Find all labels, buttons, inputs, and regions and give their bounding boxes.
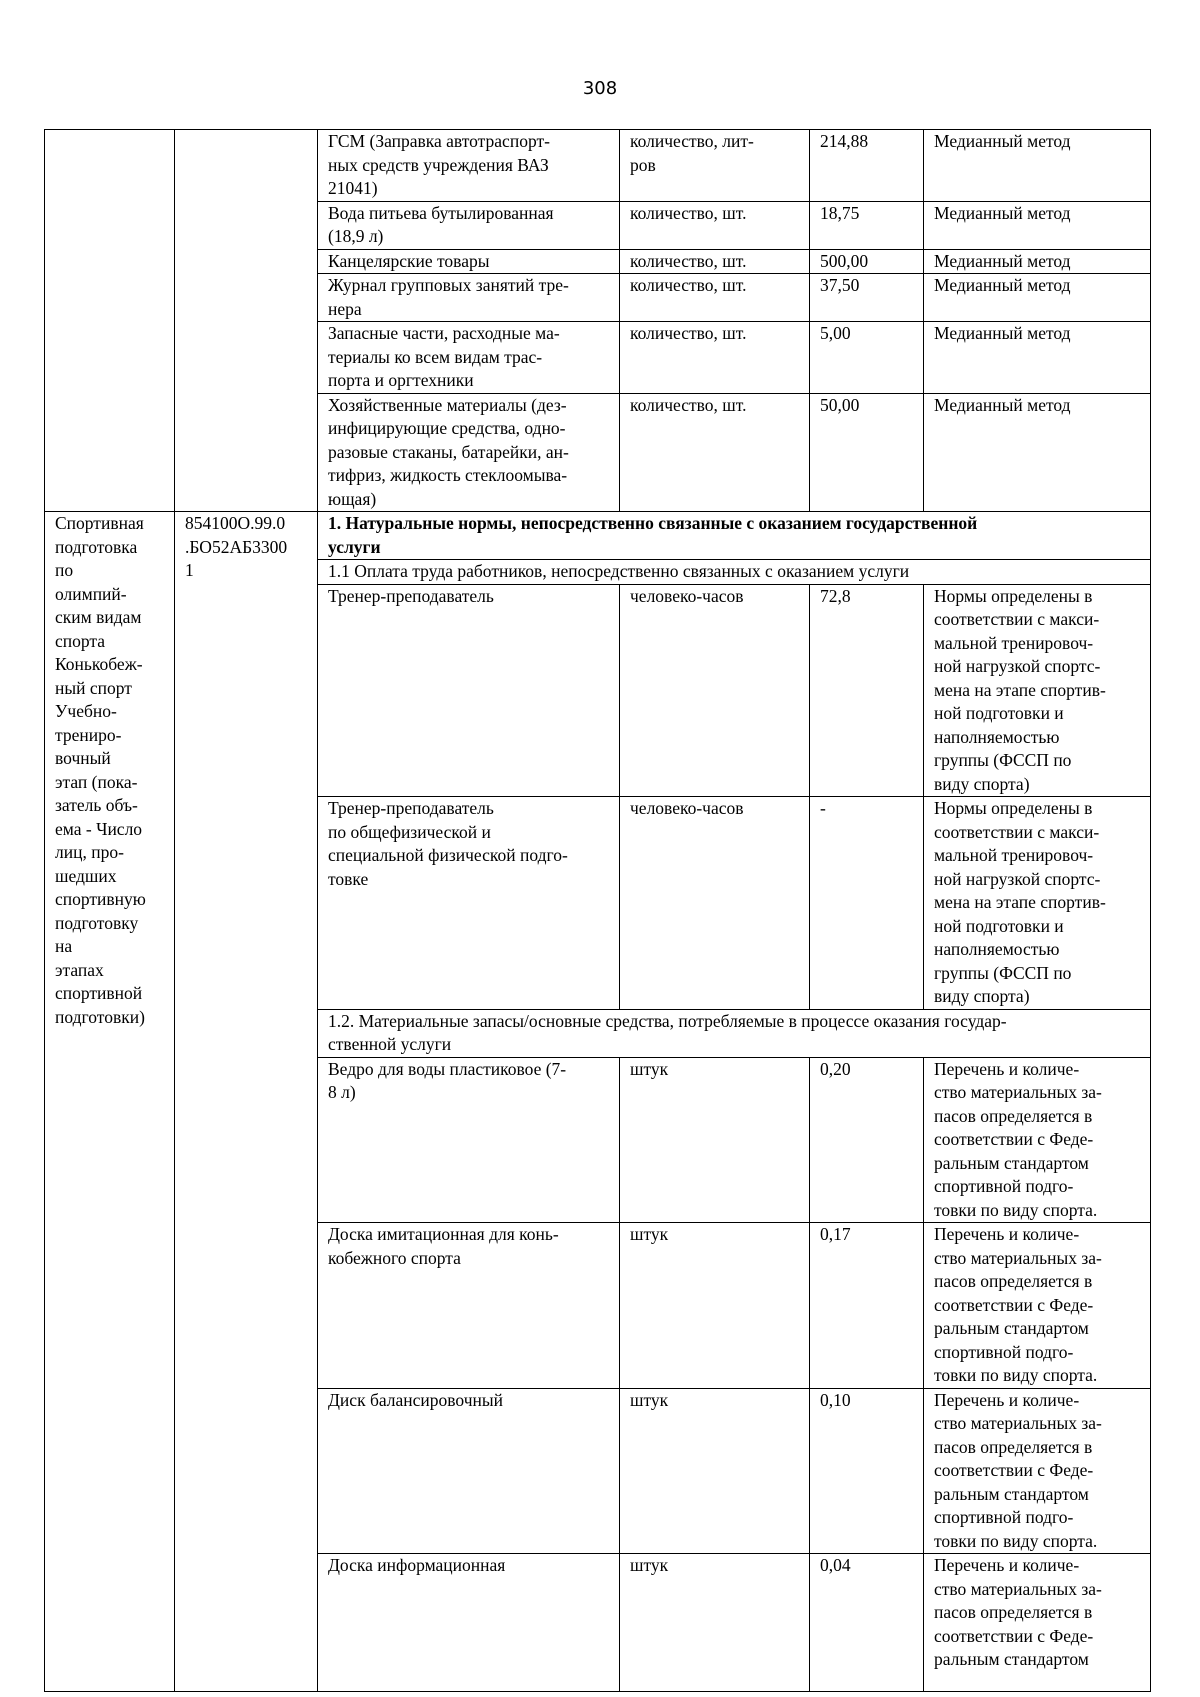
item-name: Тренер-преподаватель по общефизической и специальной физической подго- товке xyxy=(318,797,620,1010)
item-unit: человеко-часов xyxy=(620,584,810,797)
item-unit: штук xyxy=(620,1554,810,1692)
service-cell-continued xyxy=(45,130,175,512)
item-name: Доска информационная xyxy=(318,1554,620,1692)
item-unit: количество, шт. xyxy=(620,274,810,322)
item-method: Перечень и количе- ство материальных за- пасов определяется в соответствии с Феде- ральным стандартом спортивной подго- товки по виду спорта. xyxy=(924,1388,1151,1554)
item-name: Тренер-преподаватель xyxy=(318,584,620,797)
item-name: Канцелярские товары xyxy=(318,249,620,274)
service-name: Спортивная подготовка по олимпий- ским видам спорта Конькобеж- ный спорт Учебно- трениро- вочный этап (пока- затель объ- ема - Число лиц, про- шедших спортивную подготовку на этапах спортивной подготовки) xyxy=(45,512,175,1692)
item-method: Перечень и количе- ство материальных за- пасов определяется в соответствии с Феде- ральным стандартом спортивной подго- товки по виду спорта. xyxy=(924,1223,1151,1389)
item-value: 50,00 xyxy=(810,393,924,512)
item-method: Медианный метод xyxy=(924,130,1151,202)
item-unit: количество, шт. xyxy=(620,393,810,512)
item-method: Медианный метод xyxy=(924,249,1151,274)
item-method: Нормы определены в соответствии с макси- мальной тренировоч- ной нагрузкой спортс- мена на этапе спортив- ной подготовки и наполняемостью группы (ФССП по виду спорта) xyxy=(924,584,1151,797)
item-name: ГСМ (Заправка автотраспорт- ных средств учреждения ВАЗ 21041) xyxy=(318,130,620,202)
item-unit: количество, лит- ров xyxy=(620,130,810,202)
item-unit: количество, шт. xyxy=(620,201,810,249)
item-value: 214,88 xyxy=(810,130,924,202)
section-1-2-title: 1.2. Материальные запасы/основные средства, потребляемые в процессе оказания государ- ственной услуги xyxy=(318,1009,1151,1057)
section-1-1-title: 1.1 Оплата труда работников, непосредственно связанных с оказанием услуги xyxy=(318,560,1151,585)
page-number: 308 xyxy=(582,78,618,99)
item-method: Медианный метод xyxy=(924,274,1151,322)
item-name: Доска имитационная для конь- кобежного спорта xyxy=(318,1223,620,1389)
item-unit: человеко-часов xyxy=(620,797,810,1010)
item-name: Хозяйственные материалы (дез- инфицирующие средства, одно- разовые стаканы, батарейки, ан- тифриз, жидкость стеклоомыва- ющая) xyxy=(318,393,620,512)
item-value: 0,04 xyxy=(810,1554,924,1692)
item-unit: штук xyxy=(620,1388,810,1554)
item-name: Запасные части, расходные ма- териалы ко всем видам трас- порта и оргтехники xyxy=(318,322,620,394)
service-code: 854100О.99.0 .БО52АБ3300 1 xyxy=(175,512,318,1692)
item-name: Диск балансировочный xyxy=(318,1388,620,1554)
item-name: Вода питьева бутылированная (18,9 л) xyxy=(318,201,620,249)
item-method: Медианный метод xyxy=(924,322,1151,394)
section-1-title: 1. Натуральные нормы, непосредственно связанные с оказанием государственной услуги xyxy=(318,512,1151,560)
item-method: Перечень и количе- ство материальных за- пасов определяется в соответствии с Феде- ральным стандартом xyxy=(924,1554,1151,1692)
item-name: Ведро для воды пластиковое (7- 8 л) xyxy=(318,1057,620,1223)
item-value: 5,00 xyxy=(810,322,924,394)
item-method: Нормы определены в соответствии с макси- мальной тренировоч- ной нагрузкой спортс- мена на этапе спортив- ной подготовки и наполняемостью группы (ФССП по виду спорта) xyxy=(924,797,1151,1010)
item-value: 0,20 xyxy=(810,1057,924,1223)
item-value: 18,75 xyxy=(810,201,924,249)
item-unit: количество, шт. xyxy=(620,322,810,394)
item-name: Журнал групповых занятий тре- нера xyxy=(318,274,620,322)
item-value: - xyxy=(810,797,924,1010)
item-value: 500,00 xyxy=(810,249,924,274)
item-method: Перечень и количе- ство материальных за- пасов определяется в соответствии с Феде- ральным стандартом спортивной подго- товки по виду спорта. xyxy=(924,1057,1151,1223)
item-value: 0,10 xyxy=(810,1388,924,1554)
item-value: 37,50 xyxy=(810,274,924,322)
item-unit: количество, шт. xyxy=(620,249,810,274)
item-unit: штук xyxy=(620,1223,810,1389)
table-row xyxy=(45,130,1151,202)
item-value: 72,8 xyxy=(810,584,924,797)
norms-table xyxy=(44,129,1151,1692)
table-row xyxy=(45,512,1151,560)
item-method: Медианный метод xyxy=(924,201,1151,249)
item-method: Медианный метод xyxy=(924,393,1151,512)
item-value: 0,17 xyxy=(810,1223,924,1389)
code-cell-continued xyxy=(175,130,318,512)
item-unit: штук xyxy=(620,1057,810,1223)
